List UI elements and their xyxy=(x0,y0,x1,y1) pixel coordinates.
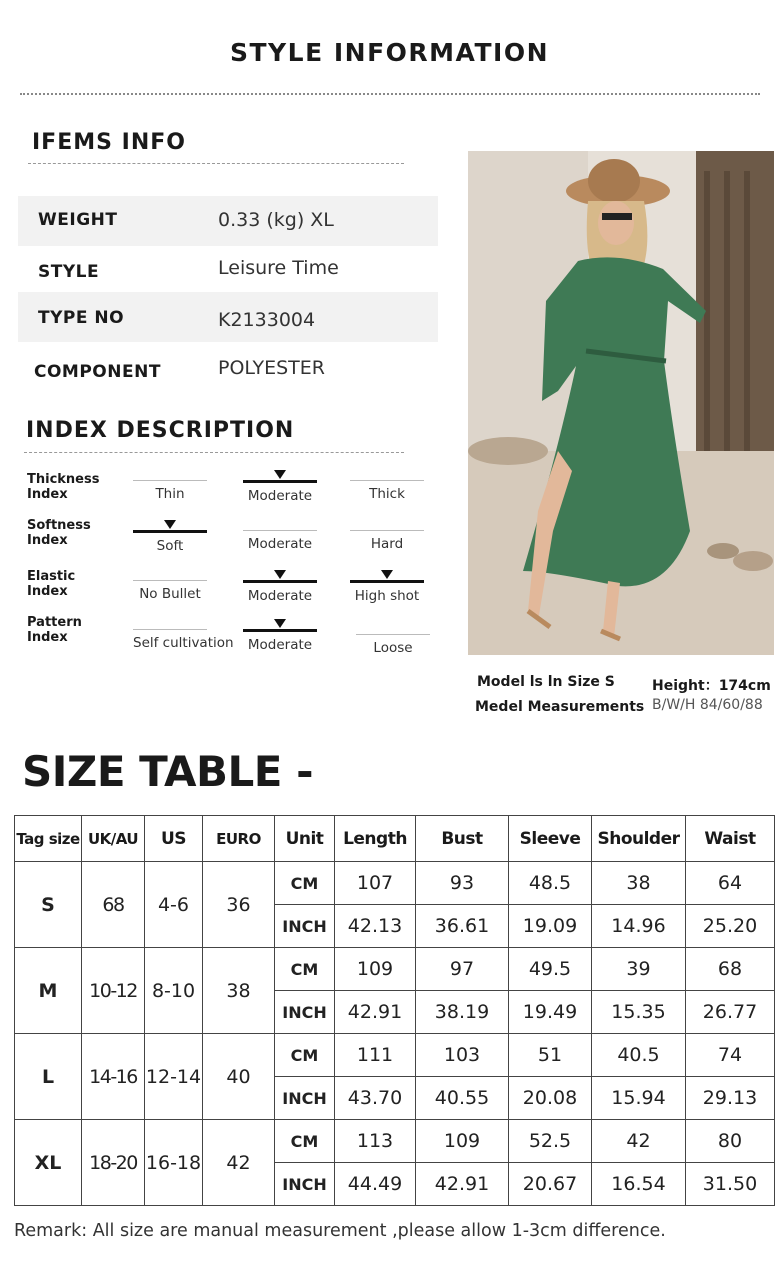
unit-cell: CM xyxy=(275,862,335,905)
table-row xyxy=(15,1120,775,1163)
uk-au-cell: 14-16 xyxy=(82,1034,145,1120)
waist-cell: 26.77 xyxy=(686,991,775,1034)
bust-cell: 40.55 xyxy=(416,1077,509,1120)
shoulder-cell: 38 xyxy=(592,862,686,905)
length-cell: 107 xyxy=(335,862,416,905)
info-row-type-no xyxy=(18,292,438,342)
items-info-divider xyxy=(28,163,404,164)
index-option-thin xyxy=(133,470,207,502)
index-label-softness: Softness Index xyxy=(27,518,91,548)
sleeve-cell: 51 xyxy=(509,1034,592,1077)
info-value: 0.33 (kg) XL xyxy=(218,209,334,231)
info-key: TYPE NO xyxy=(38,308,125,328)
us-cell: 4-6 xyxy=(145,862,203,948)
option-label: No Bullet xyxy=(139,586,201,602)
unit-cell: CM xyxy=(275,948,335,991)
info-row-component xyxy=(18,344,438,394)
unit-cell: INCH xyxy=(275,1163,335,1206)
index-description-heading: INDEX DESCRIPTION xyxy=(26,418,295,443)
size-table-title: SIZE TABLE - xyxy=(22,747,314,796)
tag-size-cell: M xyxy=(15,948,82,1034)
tag-size-cell: L xyxy=(15,1034,82,1120)
length-cell: 43.70 xyxy=(335,1077,416,1120)
uk-au-cell: 68 xyxy=(82,862,145,948)
column-header: UK/AU xyxy=(82,816,145,862)
waist-cell: 80 xyxy=(686,1120,775,1163)
euro-cell: 42 xyxy=(203,1120,275,1206)
table-row xyxy=(15,1034,775,1077)
shoulder-cell: 16.54 xyxy=(592,1163,686,1206)
info-value: POLYESTER xyxy=(218,357,325,379)
index-option-moderate xyxy=(243,470,317,504)
option-label: Moderate xyxy=(247,588,313,604)
selected-marker-icon xyxy=(274,470,286,479)
option-label: Self cultivation xyxy=(133,635,234,651)
selected-marker-icon xyxy=(274,570,286,579)
shoulder-cell: 39 xyxy=(592,948,686,991)
length-cell: 42.13 xyxy=(335,905,416,948)
selected-marker-icon xyxy=(381,570,393,579)
option-label: Moderate xyxy=(247,637,313,653)
index-label-pattern: Pattern Index xyxy=(27,615,82,645)
shoulder-cell: 15.35 xyxy=(592,991,686,1034)
index-option-moderate xyxy=(243,520,317,552)
length-cell: 111 xyxy=(335,1034,416,1077)
info-key: COMPONENT xyxy=(34,362,161,382)
index-option-moderate xyxy=(243,570,317,604)
size-table-header-row xyxy=(15,816,775,862)
selected-marker-icon xyxy=(164,520,176,529)
remark-text: Remark: All size are manual measurement ,please allow 1-3cm difference. xyxy=(14,1221,666,1241)
index-option-high-shot xyxy=(350,570,424,604)
info-key: WEIGHT xyxy=(38,210,118,230)
info-value: K2133004 xyxy=(218,309,316,331)
unit-cell: CM xyxy=(275,1034,335,1077)
column-header: Shoulder xyxy=(592,816,686,862)
info-row-style xyxy=(18,246,438,296)
waist-cell: 31.50 xyxy=(686,1163,775,1206)
index-label-elastic: Elastic Index xyxy=(27,569,76,599)
shoulder-cell: 40.5 xyxy=(592,1034,686,1077)
items-info-heading: IFEMS INFO xyxy=(32,130,186,155)
us-cell: 12-14 xyxy=(145,1034,203,1120)
sleeve-cell: 19.49 xyxy=(509,991,592,1034)
title-divider xyxy=(20,93,760,95)
sleeve-cell: 52.5 xyxy=(509,1120,592,1163)
sleeve-cell: 48.5 xyxy=(509,862,592,905)
model-height: Height：174cm xyxy=(652,678,771,694)
length-cell: 109 xyxy=(335,948,416,991)
euro-cell: 40 xyxy=(203,1034,275,1120)
page-title: STYLE INFORMATION xyxy=(230,38,549,67)
size-table xyxy=(14,815,775,1206)
waist-cell: 64 xyxy=(686,862,775,905)
bust-cell: 103 xyxy=(416,1034,509,1077)
length-cell: 113 xyxy=(335,1120,416,1163)
index-option-no-bullet xyxy=(133,570,207,602)
info-value: Leisure Time xyxy=(218,257,339,279)
column-header: EURO xyxy=(203,816,275,862)
shoulder-cell: 14.96 xyxy=(592,905,686,948)
option-label: Loose xyxy=(373,640,413,656)
euro-cell: 36 xyxy=(203,862,275,948)
bust-cell: 93 xyxy=(416,862,509,905)
shoulder-cell: 42 xyxy=(592,1120,686,1163)
index-option-moderate xyxy=(243,619,317,653)
unit-cell: INCH xyxy=(275,905,335,948)
option-label: High shot xyxy=(354,588,420,604)
option-label: Soft xyxy=(156,538,184,554)
selected-marker-icon xyxy=(274,619,286,628)
index-description-divider xyxy=(24,452,404,453)
bust-cell: 42.91 xyxy=(416,1163,509,1206)
waist-cell: 29.13 xyxy=(686,1077,775,1120)
bust-cell: 109 xyxy=(416,1120,509,1163)
column-header: Length xyxy=(335,816,416,862)
info-row-weight xyxy=(18,196,438,246)
unit-cell: INCH xyxy=(275,991,335,1034)
sleeve-cell: 19.09 xyxy=(509,905,592,948)
model-measurements-value: B/W/H 84/60/88 xyxy=(652,697,763,713)
option-label: Moderate xyxy=(247,536,313,552)
index-option-hard xyxy=(350,520,424,552)
us-cell: 8-10 xyxy=(145,948,203,1034)
unit-cell: CM xyxy=(275,1120,335,1163)
us-cell: 16-18 xyxy=(145,1120,203,1206)
shoulder-cell: 15.94 xyxy=(592,1077,686,1120)
sleeve-cell: 20.08 xyxy=(509,1077,592,1120)
column-header: Unit xyxy=(275,816,335,862)
info-key: STYLE xyxy=(38,262,100,282)
length-cell: 42.91 xyxy=(335,991,416,1034)
unit-cell: INCH xyxy=(275,1077,335,1120)
waist-cell: 68 xyxy=(686,948,775,991)
bust-cell: 97 xyxy=(416,948,509,991)
uk-au-cell: 10-12 xyxy=(82,948,145,1034)
waist-cell: 74 xyxy=(686,1034,775,1077)
tag-size-cell: S xyxy=(15,862,82,948)
tag-size-cell: XL xyxy=(15,1120,82,1206)
index-option-soft xyxy=(133,520,207,554)
uk-au-cell: 18-20 xyxy=(82,1120,145,1206)
column-header: Bust xyxy=(416,816,509,862)
bust-cell: 38.19 xyxy=(416,991,509,1034)
model-photo xyxy=(468,151,774,655)
option-label: Thin xyxy=(155,486,185,502)
sleeve-cell: 20.67 xyxy=(509,1163,592,1206)
column-header: Tag size xyxy=(15,816,82,862)
index-label-thickness: Thickness Index xyxy=(27,472,100,502)
column-header: US xyxy=(145,816,203,862)
euro-cell: 38 xyxy=(203,948,275,1034)
option-label: Moderate xyxy=(247,488,313,504)
index-option-self-cultivation xyxy=(133,619,234,651)
model-size: Model ls ln Size S xyxy=(477,674,615,690)
index-option-thick xyxy=(350,470,424,502)
column-header: Sleeve xyxy=(509,816,592,862)
model-measurements-label: Medel Measurements xyxy=(475,699,645,715)
column-header: Waist xyxy=(686,816,775,862)
index-option-loose xyxy=(356,624,430,656)
bust-cell: 36.61 xyxy=(416,905,509,948)
length-cell: 44.49 xyxy=(335,1163,416,1206)
option-label: Thick xyxy=(369,486,405,502)
option-label: Hard xyxy=(370,536,404,552)
table-row xyxy=(15,948,775,991)
table-row xyxy=(15,862,775,905)
sleeve-cell: 49.5 xyxy=(509,948,592,991)
waist-cell: 25.20 xyxy=(686,905,775,948)
